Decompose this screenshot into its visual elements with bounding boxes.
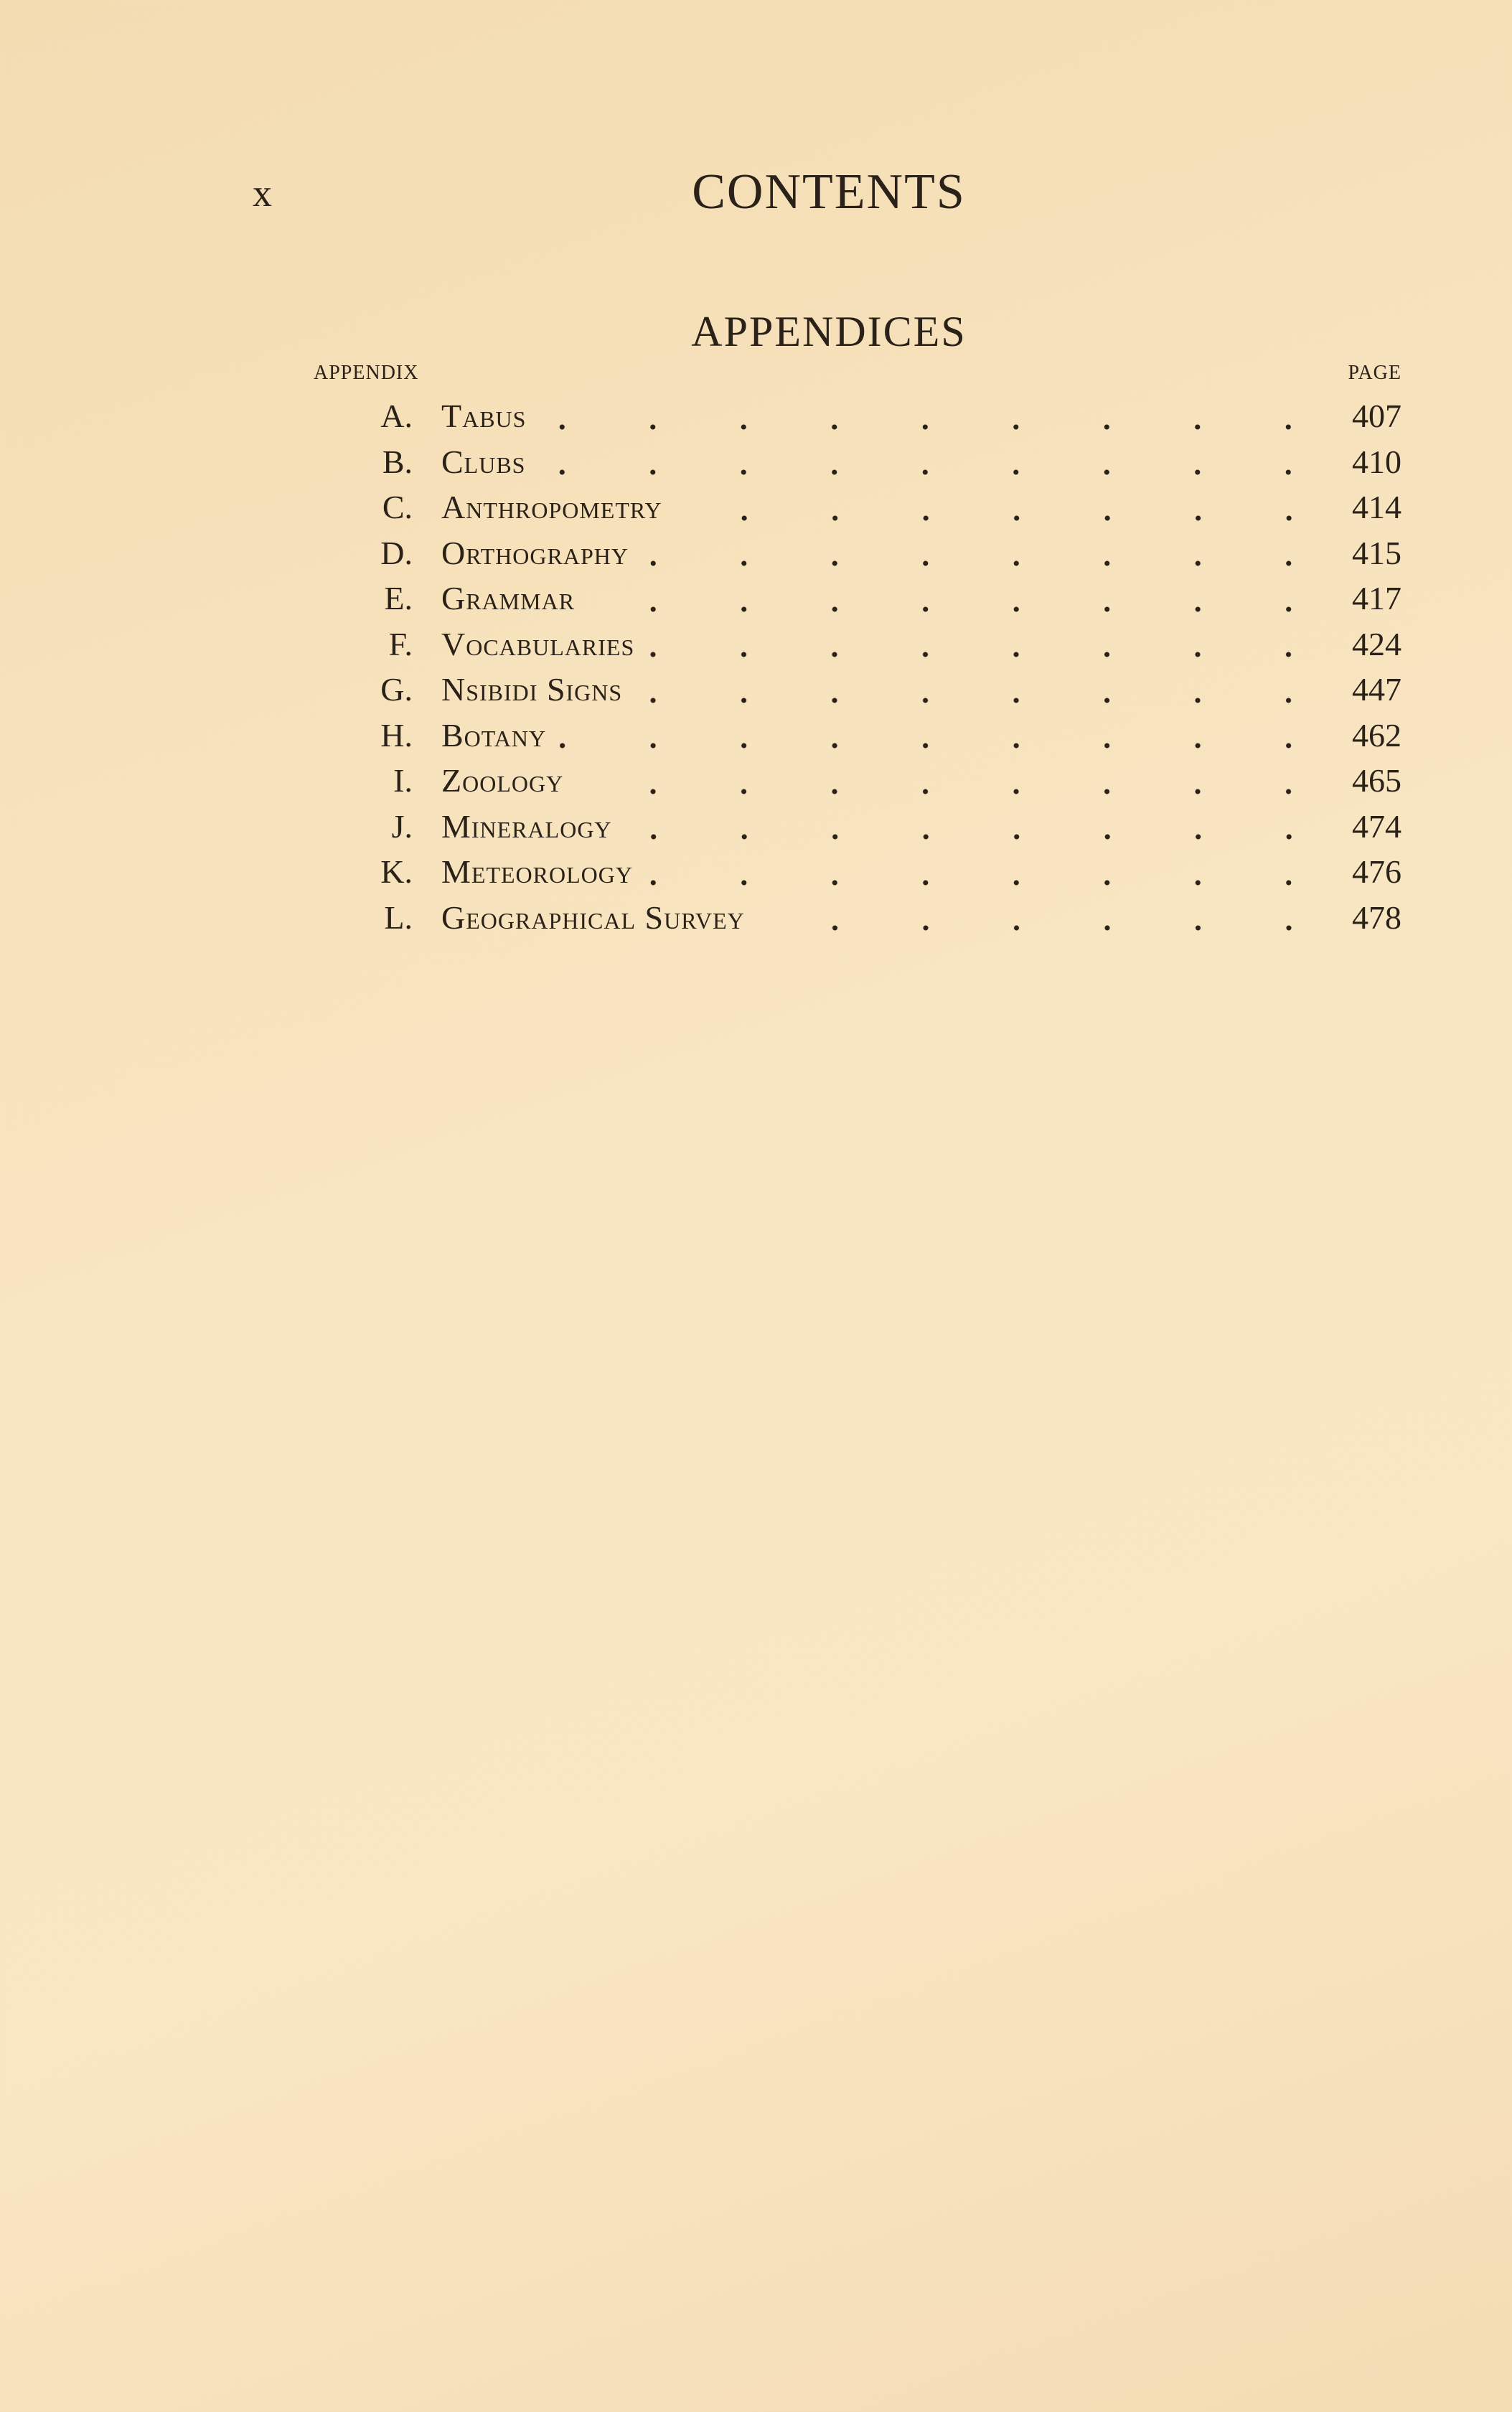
- appendix-list: [366, 397, 1401, 944]
- toc-entry: [366, 625, 1401, 671]
- appendix-title: Orthography: [441, 534, 629, 571]
- dot-leader: [644, 650, 1334, 659]
- appendix-letter: K.: [380, 853, 413, 890]
- dot-leader: [672, 514, 1334, 522]
- appendix-title: Meteorology: [441, 853, 633, 890]
- appendix-letter: D.: [380, 534, 413, 571]
- appendix-letter: B.: [382, 443, 413, 480]
- appendix-letter: I.: [393, 762, 413, 799]
- appendix-title: Tabus: [441, 398, 527, 434]
- toc-entry: [366, 579, 1401, 625]
- toc-entry: [366, 853, 1401, 898]
- toc-entry: [366, 670, 1401, 716]
- appendix-title: Zoology: [441, 762, 564, 799]
- dot-leader: [622, 832, 1334, 841]
- appendix-letter: J.: [391, 807, 413, 845]
- appendix-letter: G.: [380, 671, 413, 708]
- dot-leader: [585, 605, 1334, 614]
- appendix-letter: L.: [384, 898, 413, 936]
- appendix-page: 410: [1352, 443, 1401, 480]
- appendix-page: 465: [1352, 762, 1401, 799]
- toc-entry: [366, 761, 1401, 807]
- appendix-column-header: APPENDIX: [314, 362, 419, 384]
- toc-entry: [366, 488, 1401, 534]
- appendix-page: 414: [1352, 489, 1401, 525]
- toc-entry: [366, 443, 1401, 489]
- appendix-letter: H.: [380, 716, 413, 754]
- dot-leader: [643, 878, 1334, 887]
- toc-entry: [366, 807, 1401, 853]
- appendix-title: Anthropometry: [441, 489, 662, 525]
- dot-leader: [536, 423, 1334, 431]
- appendix-title: Mineralogy: [441, 807, 612, 845]
- appendix-page: 474: [1352, 807, 1401, 845]
- dot-leader: [535, 468, 1334, 477]
- appendix-page: 447: [1352, 671, 1401, 708]
- appendix-page: 407: [1352, 398, 1401, 434]
- appendix-page: 478: [1352, 898, 1401, 936]
- appendix-page: 476: [1352, 853, 1401, 890]
- page-number-folio: x: [253, 172, 272, 215]
- appendix-page: 415: [1352, 534, 1401, 571]
- toc-entry: [366, 397, 1401, 443]
- toc-entry: [366, 898, 1401, 944]
- appendix-letter: C.: [382, 489, 413, 525]
- appendix-title: Clubs: [441, 443, 526, 480]
- appendix-title: Grammar: [441, 580, 576, 616]
- dot-leader: [755, 924, 1334, 932]
- toc-entry: [366, 534, 1401, 580]
- page-title: CONTENTS: [692, 164, 966, 220]
- appendix-title: Geographical Survey: [441, 898, 745, 936]
- dot-leader: [556, 741, 1334, 750]
- appendix-letter: F.: [388, 625, 413, 662]
- appendix-page: 462: [1352, 716, 1401, 754]
- appendix-page: 424: [1352, 625, 1401, 662]
- page-column-header: PAGE: [1348, 362, 1401, 384]
- appendix-page: 417: [1352, 580, 1401, 616]
- appendix-title: Botany: [441, 716, 547, 754]
- appendix-letter: A.: [380, 398, 413, 434]
- dot-leader: [639, 559, 1334, 568]
- dot-leader: [573, 787, 1334, 796]
- toc-entry: [366, 716, 1401, 762]
- appendix-title: Vocabularies: [441, 625, 635, 662]
- section-title: APPENDICES: [691, 308, 967, 355]
- appendix-title: Nsibidi Signs: [441, 671, 623, 708]
- dot-leader: [632, 696, 1334, 705]
- appendix-letter: E.: [384, 580, 413, 616]
